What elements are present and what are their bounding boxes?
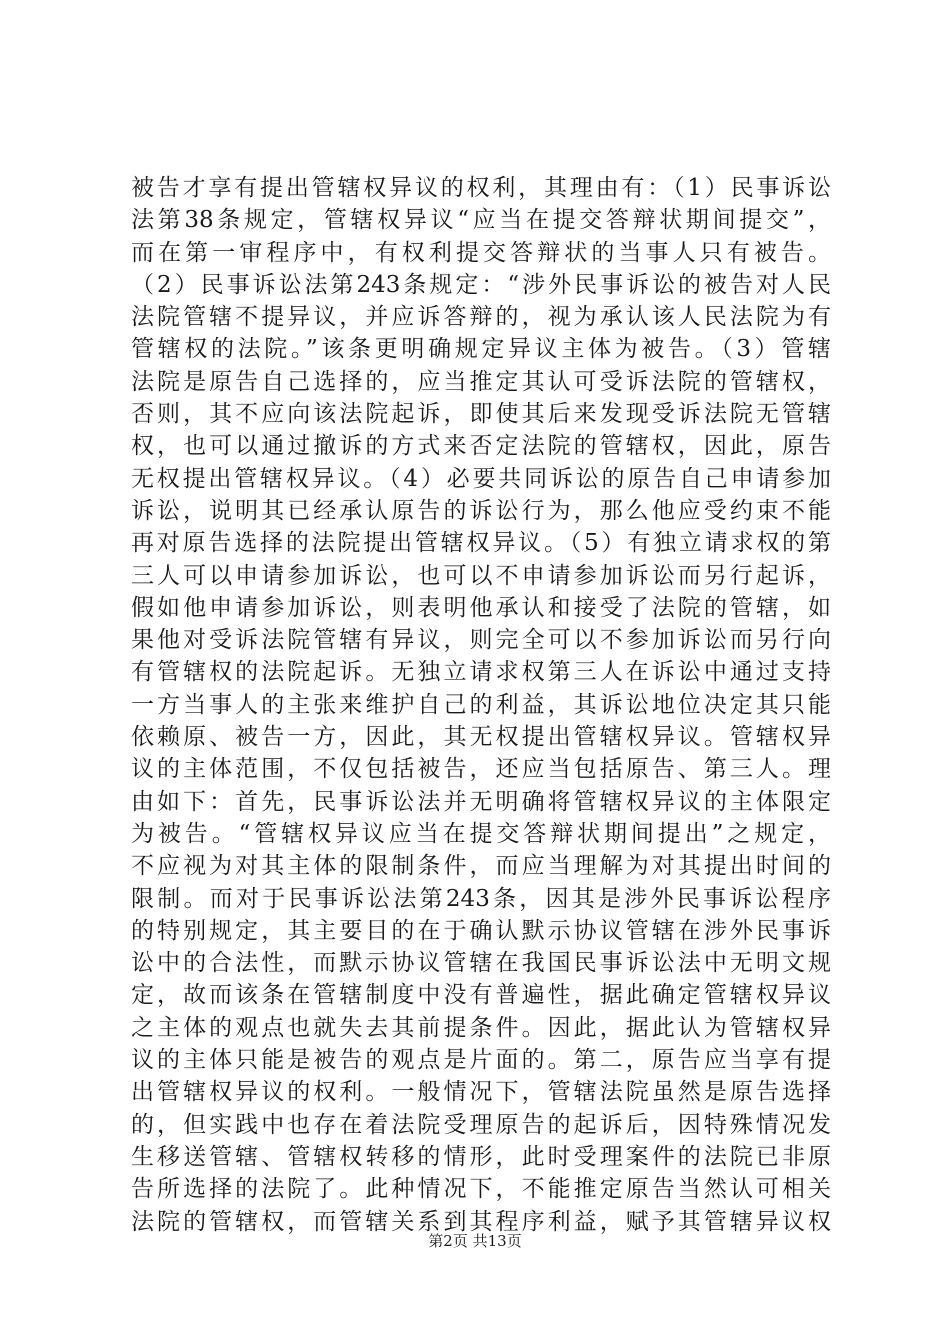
text-line: 之主体的观点也就失去其前提条件。因此，据此认为管辖权异 [131,1014,831,1041]
text-line: 被告才享有提出管辖权异议的权利，其理由有：（1）民事诉讼 [131,175,831,201]
text-line: 的，但实践中也存在着法院受理原告的起诉后，因特殊情况发 [131,1111,831,1138]
text-line: 出管辖权异议的权利。一般情况下，管辖法院虽然是原告选择 [131,1079,831,1106]
text-line: 讼中的合法性，而默示协议管辖在我国民事诉讼法中无明文规 [131,950,831,977]
text-line: 议的主体只能是被告的观点是片面的。第二，原告应当享有提 [131,1047,831,1074]
text-line: 权，也可以通过撤诉的方式来否定法院的管辖权，因此，原告 [131,433,831,460]
text-line: 管辖权的法院。”该条更明确规定异议主体为被告。（3）管辖 [131,336,831,363]
text-line: 限制。而对于民事诉讼法第243条，因其是涉外民事诉讼程序 [131,885,831,912]
text-line: 否则，其不应向该法院起诉，即使其后来发现受诉法院无管辖 [131,401,831,428]
text-line: 定，故而该条在管辖制度中没有普遍性，据此确定管辖权异议 [131,982,831,1009]
text-line: 不应视为对其主体的限制条件，而应当理解为对其提出时间的 [131,853,831,880]
text-line: （2）民事诉讼法第243条规定：“涉外民事诉讼的被告对人民 [131,271,831,298]
text-line: 假如他申请参加诉讼，则表明他承认和接受了法院的管辖，如 [131,594,831,621]
text-line: 再对原告选择的法院提出管辖权异议。（5）有独立请求权的第 [131,530,831,557]
text-line: 议的主体范围，不仅包括被告，还应当包括原告、第三人。理 [131,756,831,783]
text-line: 而在第一审程序中，有权利提交答辩状的当事人只有被告。 [131,239,831,266]
text-line: 法第38条规定，管辖权异议“应当在提交答辩状期间提交”， [131,207,831,234]
text-line: 一方当事人的主张来维护自己的利益，其诉讼地位决定其只能 [131,691,831,718]
body-text [131,172,831,1238]
text-line: 无权提出管辖权异议。（4）必要共同诉讼的原告自己申请参加 [131,465,831,492]
text-line: 果他对受诉法院管辖有异议，则完全可以不参加诉讼而另行向 [131,627,831,654]
text-line: 法院的管辖权，而管辖关系到其程序利益，赋予其管辖异议权 [131,1208,831,1235]
text-line: 生移送管辖、管辖权转移的情形，此时受理案件的法院已非原 [131,1143,831,1170]
text-line: 由如下：首先，民事诉讼法并无明确将管辖权异议的主体限定 [131,788,831,815]
text-line: 告所选择的法院了。此种情况下，不能推定原告当然认可相关 [131,1176,831,1203]
text-line: 依赖原、被告一方，因此，其无权提出管辖权异议。管辖权异 [131,724,831,751]
text-line: 诉讼，说明其已经承认原告的诉讼行为，那么他应受约束不能 [131,497,831,524]
text-line: 三人可以申请参加诉讼，也可以不申请参加诉讼而另行起诉， [131,562,831,589]
text-line: 为被告。“管辖权异议应当在提交答辩状期间提出”之规定， [131,820,831,847]
text-line: 法院管辖不提异议，并应诉答辩的，视为承认该人民法院为有 [131,304,831,331]
text-line: 的特别规定，其主要目的在于确认默示协议管辖在涉外民事诉 [131,917,831,944]
text-line: 法院是原告自己选择的，应当推定其认可受诉法院的管辖权， [131,368,831,395]
text-line: 有管辖权的法院起诉。无独立请求权第三人在诉讼中通过支持 [131,659,831,686]
page-footer: 第2页 共13页 [428,1232,522,1250]
